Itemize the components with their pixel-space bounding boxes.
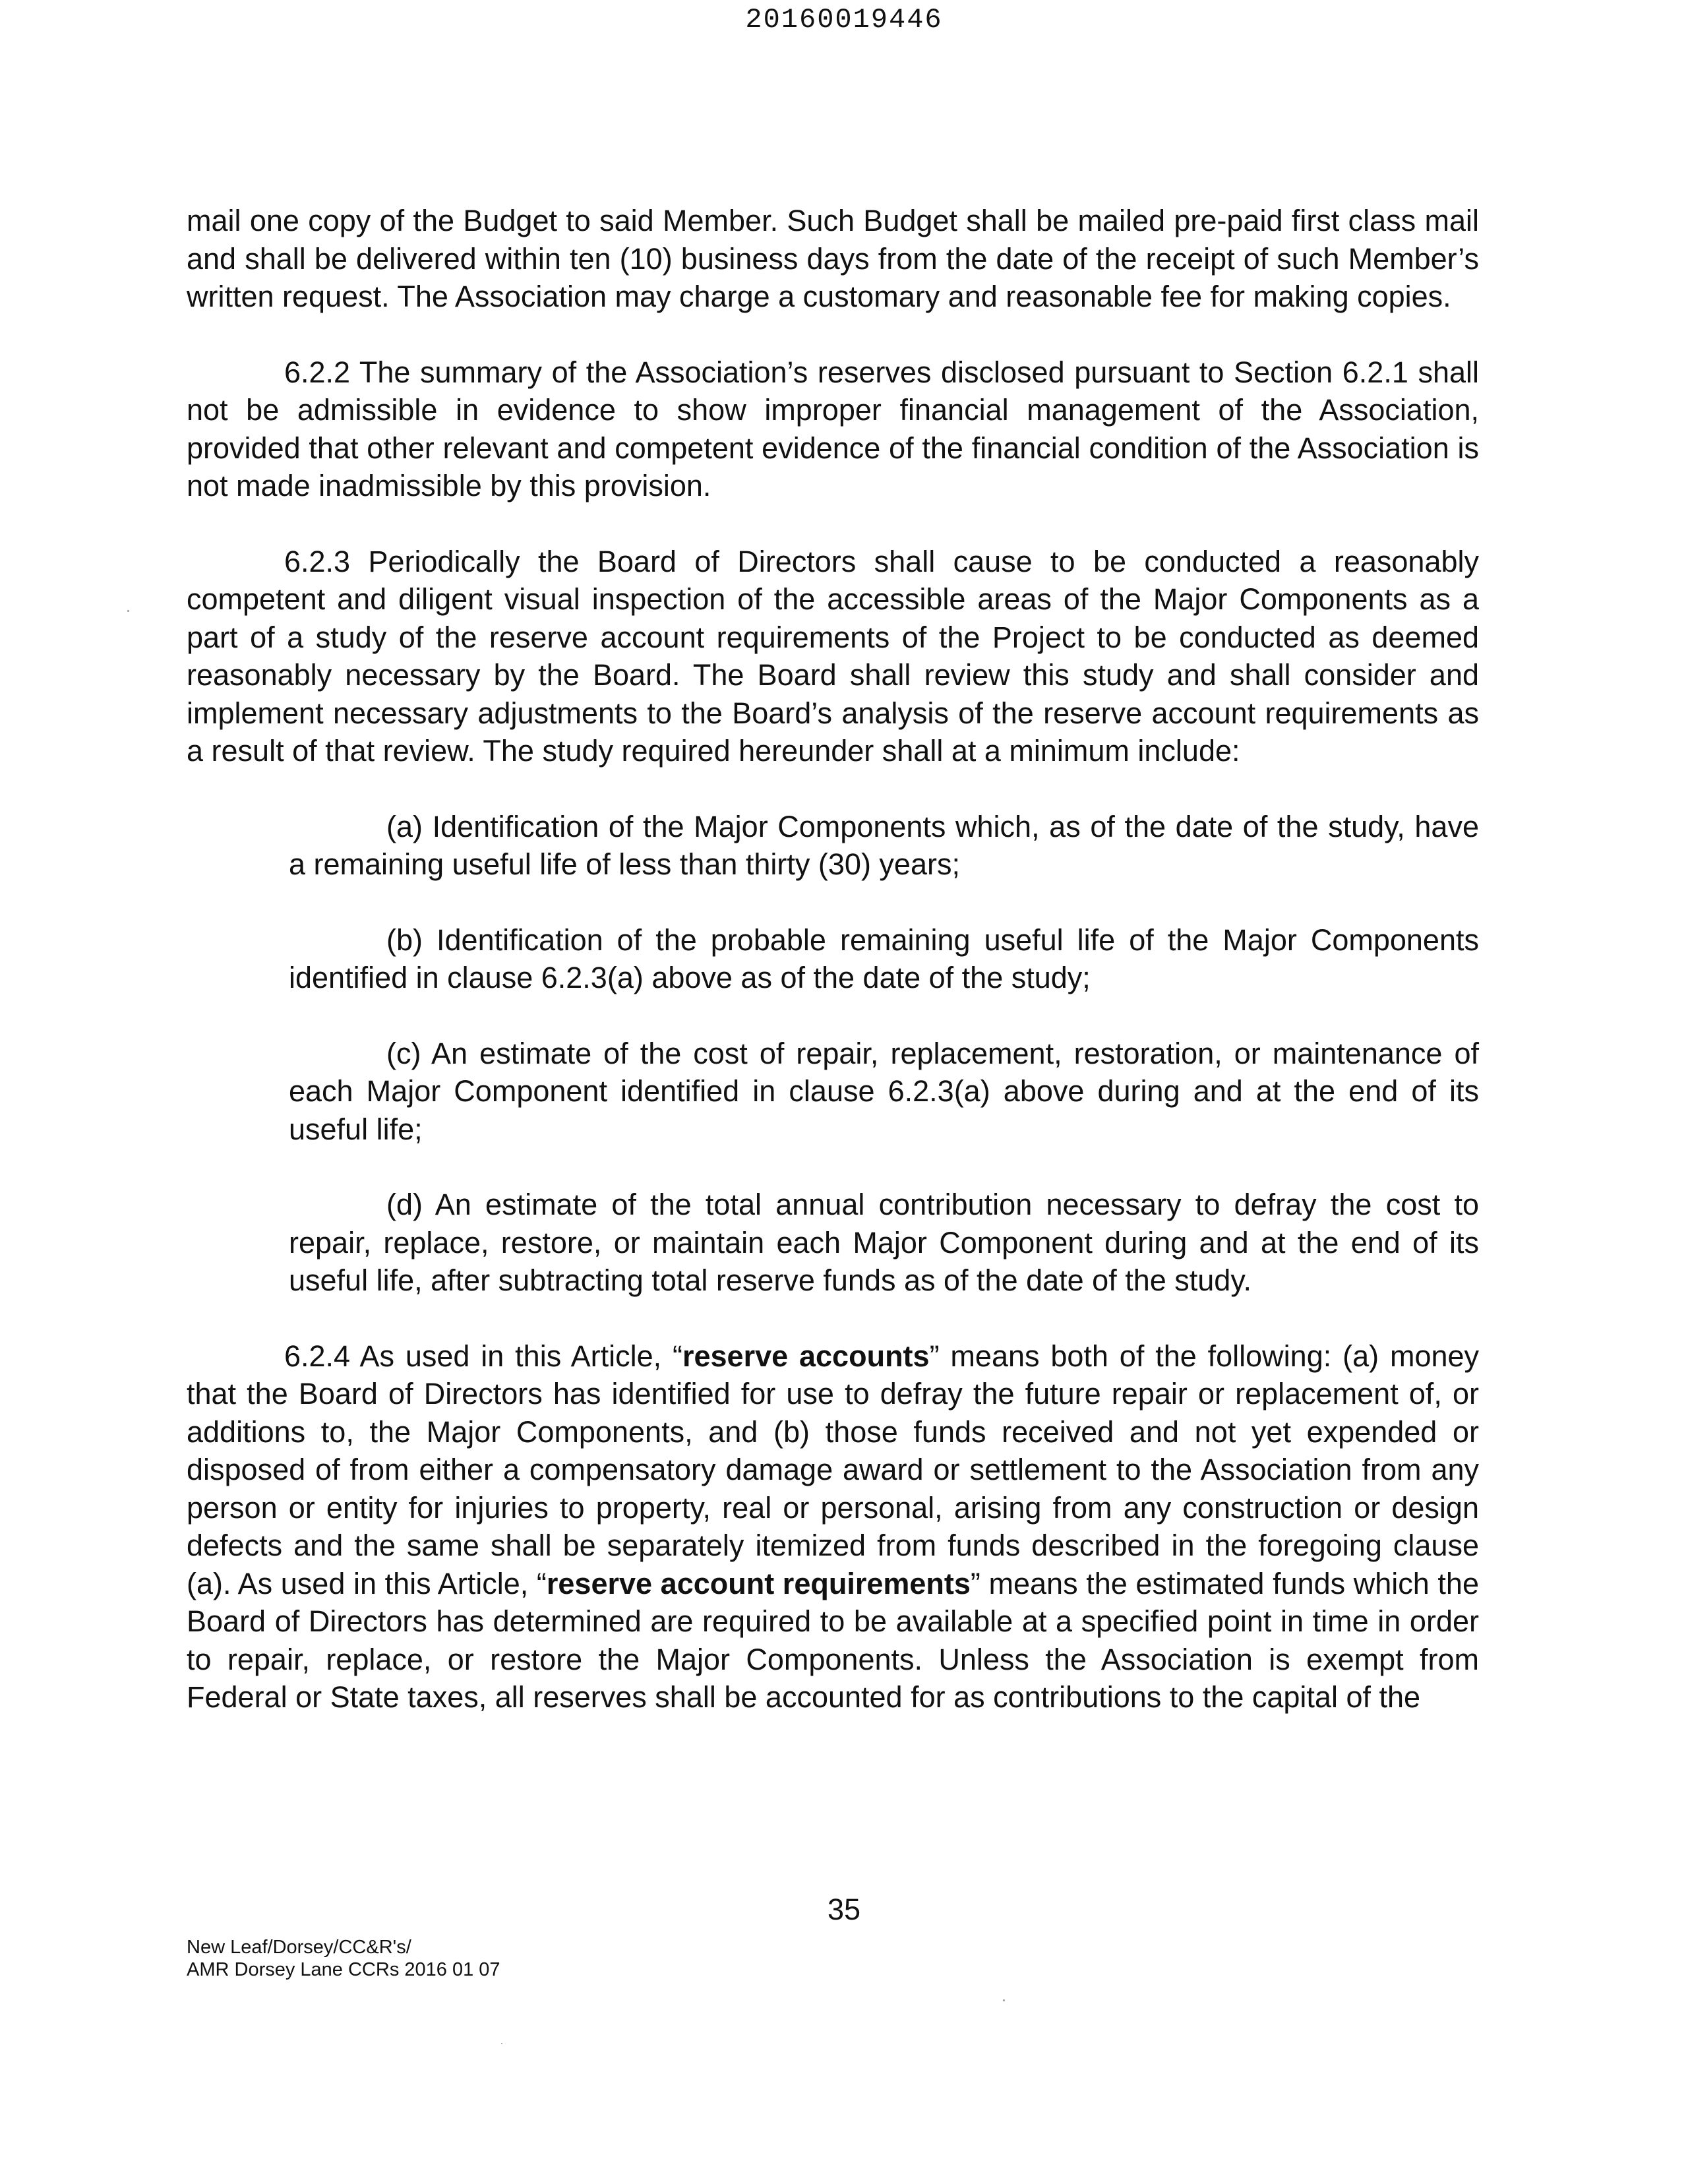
scan-speck bbox=[1003, 1999, 1005, 2001]
footer-line-2: AMR Dorsey Lane CCRs 2016 01 07 bbox=[187, 1959, 500, 1980]
scan-speck bbox=[501, 2043, 502, 2044]
footer bbox=[187, 1936, 500, 1981]
paragraph-6-2-2: 6.2.2 The summary of the Association’s reserves disclosed pursuant to Section 6.2.1 shall not be admissible in evidence to show improper financial management of the Association, provided that other relevant and competent evidence of the financial condition of the Association is not made inadmissible by this provision. bbox=[187, 355, 1479, 502]
scan-speck bbox=[127, 610, 129, 612]
paragraph-6-2-4 bbox=[187, 1337, 1479, 1716]
document-number: 20160019446 bbox=[745, 4, 943, 36]
footer-line-1: New Leaf/Dorsey/CC&R's/ bbox=[187, 1937, 411, 1958]
term-reserve-accounts: reserve accounts bbox=[682, 1339, 930, 1373]
paragraph-budget-copy: mail one copy of the Budget to said Member. Such Budget shall be mailed pre-paid first class mail and shall be delivered within ten (10) business days from the date of the receipt of such Member’s written request. The Association may charge a customary and reasonable fee for making copies. bbox=[187, 204, 1479, 313]
document-body bbox=[187, 202, 1479, 1754]
page-number: 35 bbox=[827, 1893, 861, 1926]
paragraph-6-2-4-text-2: ” means both of the following: (a) money that the Board of Directors has identified for use to defray the future repair or replacement of, or additions to, the Major Components, and (b) those funds received and not yet expended or disposed of from either a compensatory damage award or settlement to the Association from any person or entity for injuries to property, real or personal, arising from any construction or design defects and the same shall be separately itemized from funds described in the foregoing clause (a). As used in this Article, “ bbox=[187, 1339, 1480, 1600]
paragraph-6-2-4-text-3: ” means the estimated funds which the Board of Directors has determined are required to be available at a specified point in time in order to repair, replace, or restore the Major Components. Unless the Association is exempt from Federal or State taxes, all reserves shall be accounted for as contributions to the capital of the bbox=[187, 1566, 1479, 1714]
paragraph-6-2-4-text-1: 6.2.4 As used in this Article, “ bbox=[284, 1339, 682, 1373]
term-reserve-account-requirements: reserve account requirements bbox=[546, 1566, 971, 1600]
clause-a: (a) Identification of the Major Components which, as of the date of the study, have a remaining useful life of less than thirty (30) years; bbox=[289, 809, 1479, 881]
clause-b: (b) Identification of the probable remaining useful life of the Major Components identified in clause 6.2.3(a) above as of the date of the study; bbox=[289, 923, 1479, 994]
paragraph-6-2-3: 6.2.3 Periodically the Board of Directors shall cause to be conducted a reasonably competent and diligent visual inspection of the accessible areas of the Major Components as a part of a study of the reserve account requirements of the Project to be conducted as deemed reasonably necessary by the Board. The Board shall review this study and shall consider and implement necessary adjustments to the Board’s analysis of the reserve account requirements as a result of that review. The study required hereunder shall at a minimum include: bbox=[187, 544, 1479, 768]
clause-c: (c) An estimate of the cost of repair, replacement, restoration, or maintenance of each Major Component identified in clause 6.2.3(a) above during and at the end of its useful life; bbox=[289, 1036, 1479, 1146]
clause-d: (d) An estimate of the total annual contribution necessary to defray the cost to repair, replace, restore, or maintain each Major Component during and at the end of its useful life, after subtracting total reserve funds as of the date of the study. bbox=[289, 1188, 1479, 1297]
